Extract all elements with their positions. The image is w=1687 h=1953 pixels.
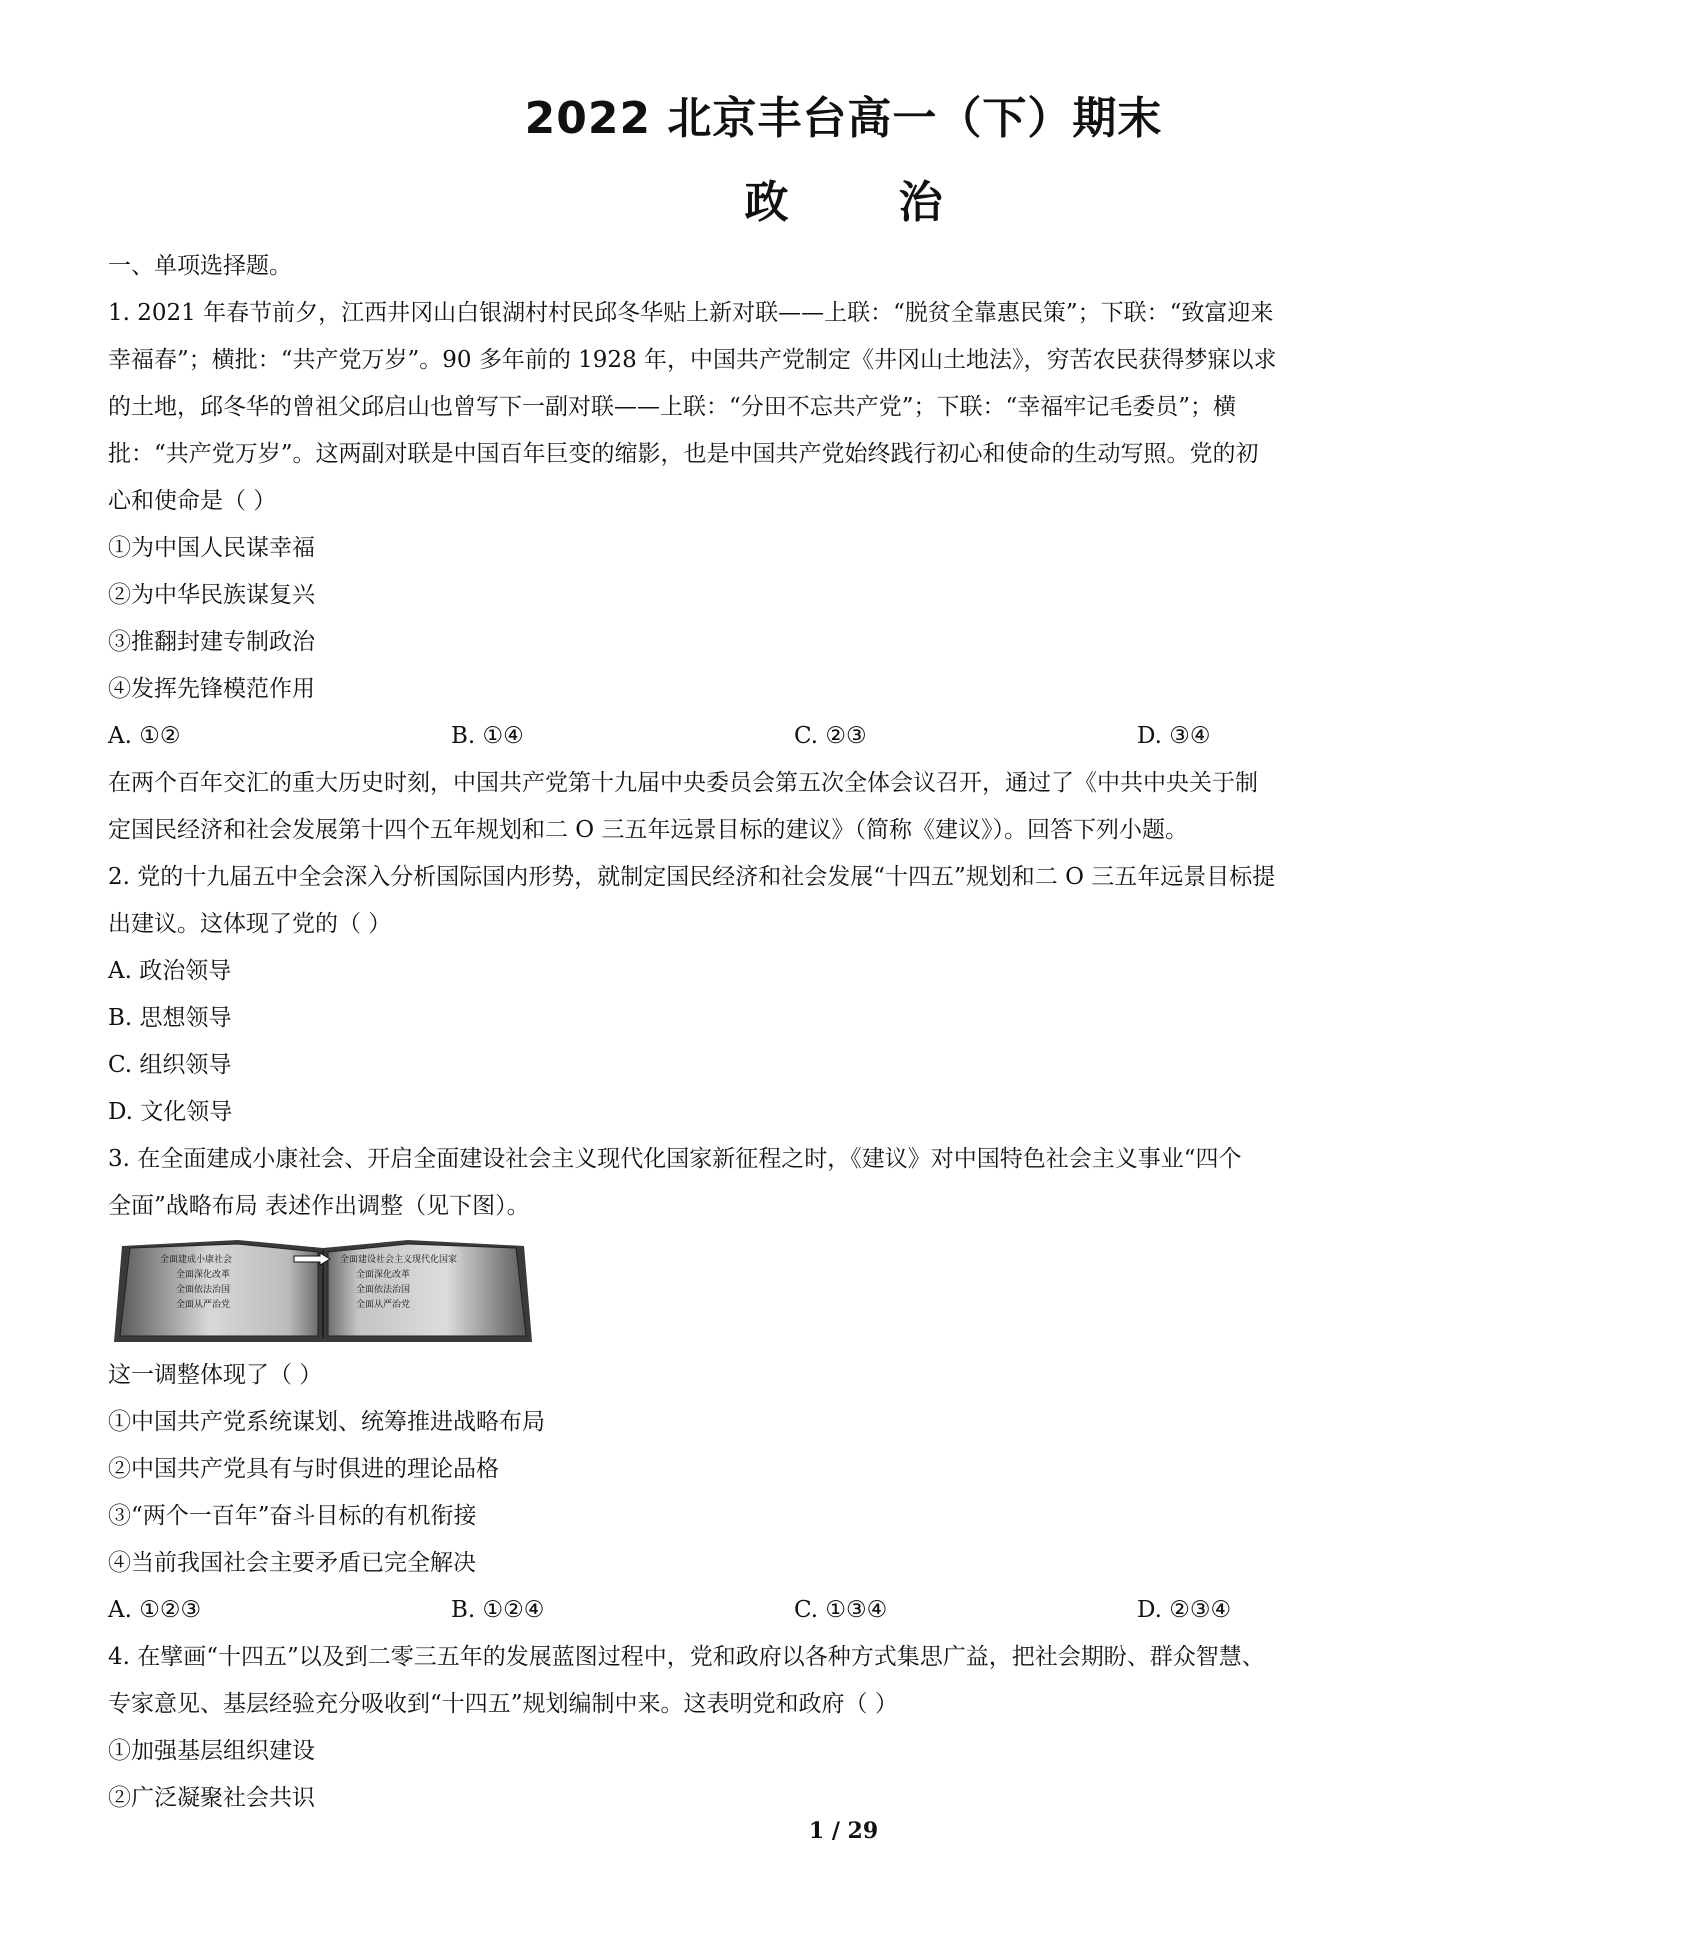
- question-1: [108, 290, 1590, 760]
- q1-option-c[interactable]: C. ②③: [794, 723, 867, 749]
- q1-stem-line: 批：“共产党万岁”。这两副对联是中国百年巨变的缩影，也是中国共产党始终践行初心和使命的生动写照。党的初: [108, 441, 1259, 467]
- right-page-line: 全面深化改革: [356, 1270, 411, 1280]
- q2-option-a[interactable]: A. 政治领导: [108, 958, 232, 984]
- q3-item: ③“两个一百年”奋斗目标的有机衔接: [108, 1503, 477, 1529]
- q2-option-d[interactable]: D. 文化领导: [108, 1099, 233, 1125]
- q3-option-a[interactable]: A. ①②③: [108, 1597, 202, 1623]
- q3-item: ①中国共产党系统谋划、统筹推进战略布局: [108, 1409, 545, 1435]
- q1-stem-line: 心和使命是（ ）: [108, 488, 277, 514]
- q1-stem-line: 幸福春”；横批：“共产党万岁”。90 多年前的 1928 年，中国共产党制定《井冈山土地法》，穷苦农民获得梦寐以求: [108, 347, 1277, 373]
- q1-item: ④发挥先锋模范作用: [108, 676, 315, 702]
- left-page-line: 全面深化改革: [176, 1270, 231, 1280]
- q3-stem-line: 3. 在全面建成小康社会、开启全面建设社会主义现代化国家新征程之时，《建议》对中国特色社会主义事业“四个: [108, 1146, 1242, 1172]
- q4-item: ①加强基层组织建设: [108, 1738, 315, 1764]
- subject-char-right: 治: [898, 177, 943, 228]
- q4-stem-line: 4. 在擘画“十四五”以及到二零三五年的发展蓝图过程中，党和政府以各种方式集思广益，把社会期盼、群众智慧、: [108, 1644, 1265, 1670]
- q3-options: [108, 1587, 1590, 1634]
- q4-item: ②广泛凝聚社会共识: [108, 1785, 315, 1811]
- q4-stem-line: 专家意见、基层经验充分吸收到“十四五”规划编制中来。这表明党和政府（ ）: [108, 1691, 898, 1717]
- right-page-line: 全面建设社会主义现代化国家: [340, 1255, 458, 1265]
- left-page-line: 全面依法治国: [176, 1285, 231, 1295]
- section-title: 一、单项选择题。: [108, 253, 292, 279]
- q1-option-b[interactable]: B. ①④: [451, 723, 524, 749]
- q3-option-c[interactable]: C. ①③④: [794, 1597, 888, 1623]
- q1-item: ③推翻封建专制政治: [108, 629, 315, 655]
- q2-option-c[interactable]: C. 组织领导: [108, 1052, 232, 1078]
- q1-options: [108, 713, 1590, 760]
- q1-option-d[interactable]: D. ③④: [1137, 723, 1211, 749]
- question-3: [108, 1136, 1590, 1634]
- right-page-line: 全面从严治党: [356, 1300, 411, 1310]
- q3-option-b[interactable]: B. ①②④: [451, 1597, 545, 1623]
- q3-item: ④当前我国社会主要矛盾已完全解决: [108, 1550, 476, 1576]
- q2-stem-line: 出建议。这体现了党的（ ）: [108, 911, 392, 937]
- document-title: 2022 北京丰台高一（下）期末: [524, 93, 1163, 144]
- q1-item: ②为中华民族谋复兴: [108, 582, 315, 608]
- document-body: [108, 243, 1590, 1822]
- q1-stem-line: 的土地，邱冬华的曾祖父邱启山也曾写下一副对联——上联：“分田不忘共产党”；下联：“幸福牢记毛委员”；横: [108, 394, 1237, 420]
- material-intro: [108, 760, 1590, 854]
- q1-option-a[interactable]: A. ①②: [108, 723, 181, 749]
- subject-char-left: 政: [744, 177, 789, 228]
- q3-option-d[interactable]: D. ②③④: [1137, 1597, 1232, 1623]
- subject-heading: [0, 166, 1687, 230]
- q3-item: ②中国共产党具有与时俱进的理论品格: [108, 1456, 499, 1482]
- page-number: 1 / 29: [808, 1818, 879, 1844]
- left-page-line: 全面从严治党: [176, 1300, 231, 1310]
- q1-item: ①为中国人民谋幸福: [108, 535, 315, 561]
- question-2: [108, 854, 1590, 1136]
- intro-line: 在两个百年交汇的重大历史时刻，中国共产党第十九届中央委员会第五次全体会议召开，通过了《中共中央关于制: [108, 770, 1258, 796]
- intro-line: 定国民经济和社会发展第十四个五年规划和二 O 三五年远景目标的建议》（简称《建议》）。回答下列小题。: [108, 817, 1188, 843]
- open-book-figure: [108, 1238, 538, 1344]
- q2-stem-line: 2. 党的十九届五中全会深入分析国际国内形势，就制定国民经济和社会发展“十四五”规划和二 O 三五年远景目标提: [108, 864, 1276, 890]
- question-4: [108, 1634, 1590, 1822]
- q2-option-b[interactable]: B. 思想领导: [108, 1005, 232, 1031]
- q1-stem-line: 1. 2021 年春节前夕，江西井冈山白银湖村村民邱冬华贴上新对联——上联：“脱贫全靠惠民策”；下联：“致富迎来: [108, 300, 1274, 326]
- q3-question: 这一调整体现了（ ）: [108, 1362, 323, 1388]
- right-page-line: 全面依法治国: [356, 1285, 411, 1295]
- left-page-line: 全面建成小康社会: [160, 1255, 233, 1265]
- q3-stem-line: 全面”战略布局 表述作出调整（见下图）。: [108, 1193, 530, 1219]
